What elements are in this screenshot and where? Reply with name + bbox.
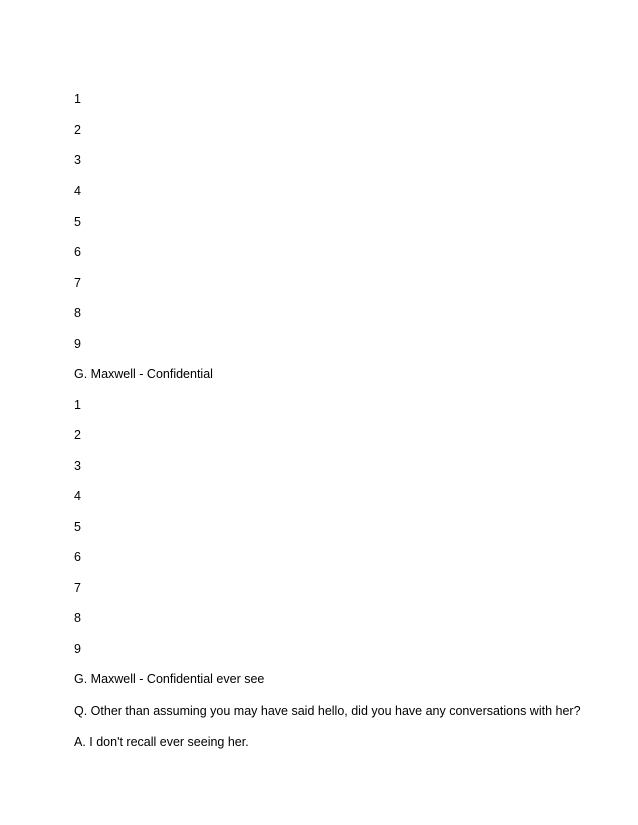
line-number: 9 bbox=[74, 337, 81, 351]
confidential-footer: G. Maxwell - Confidential ever see bbox=[74, 672, 265, 686]
line-number: 6 bbox=[74, 245, 81, 259]
line-number: 8 bbox=[74, 611, 81, 625]
line-number: 3 bbox=[74, 153, 81, 167]
line-number: 5 bbox=[74, 520, 81, 534]
line-number: 7 bbox=[74, 581, 81, 595]
line-number: 3 bbox=[74, 459, 81, 473]
line-number: 4 bbox=[74, 489, 81, 503]
line-number: 9 bbox=[74, 642, 81, 656]
line-number: 4 bbox=[74, 184, 81, 198]
line-number: 1 bbox=[74, 92, 81, 106]
line-number: 2 bbox=[74, 428, 81, 442]
answer-text: A. I don't recall ever seeing her. bbox=[74, 735, 249, 749]
question-text: Q. Other than assuming you may have said hello, did you have any conversations with her? bbox=[74, 704, 581, 718]
line-number: 2 bbox=[74, 123, 81, 137]
line-number: 6 bbox=[74, 550, 81, 564]
line-number: 5 bbox=[74, 215, 81, 229]
line-number: 7 bbox=[74, 276, 81, 290]
line-number: 1 bbox=[74, 398, 81, 412]
confidential-footer: G. Maxwell - Confidential bbox=[74, 367, 213, 381]
line-number: 8 bbox=[74, 306, 81, 320]
